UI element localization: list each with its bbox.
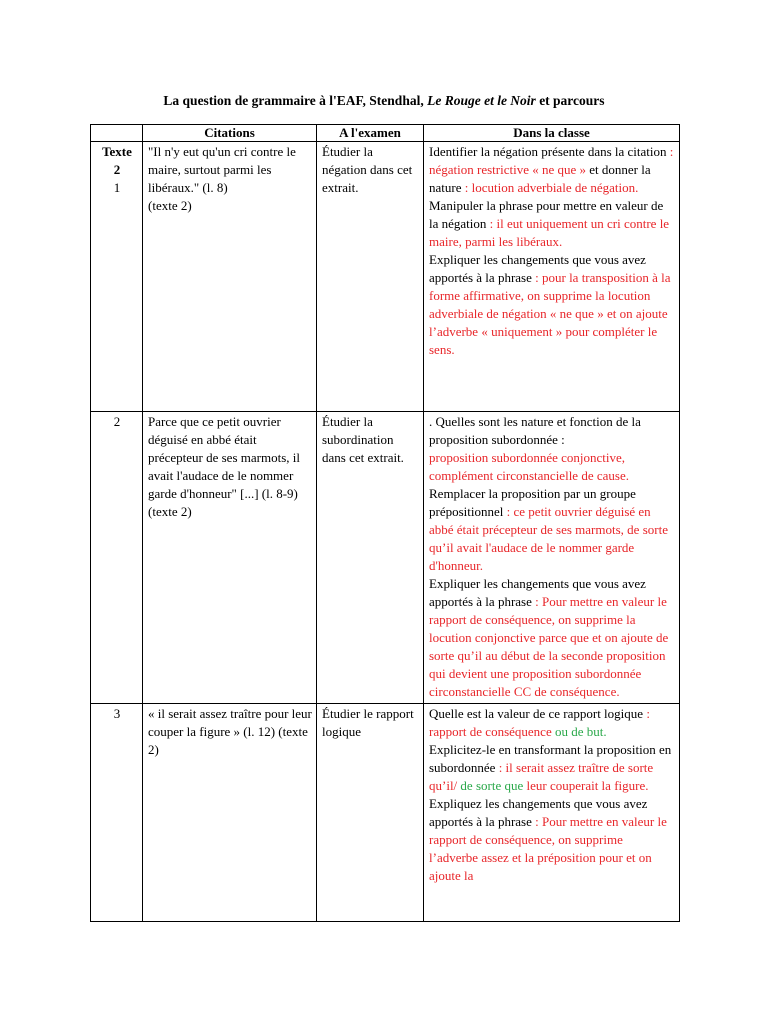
row-number: 2 [91, 412, 143, 704]
grammar-table [90, 124, 680, 922]
classe-text-segment: : Pour mettre en valeur le rapport de conséquence, on supprime la locution conjonctive parce que et on ajoute de sorte qu’il au début de la seconde proposition qui devient une proposition subordonnée circonstancielle CC de conséquence. [429, 594, 669, 699]
texte-label: Texte [102, 144, 132, 159]
table-row [91, 412, 680, 704]
classe-text-segment: : ce petit ouvrier déguisé en abbé était précepteur de ses marmots, de sorte qu’il avait l'audace de le nommer garde d'honneur. [429, 504, 668, 573]
table-row [91, 704, 680, 922]
classe-text-segment: . Quelles sont les nature et fonction de la proposition subordonnée : [429, 414, 641, 447]
header-exam: A l'examen [317, 125, 424, 142]
row-number [91, 142, 143, 412]
citation-cell: Parce que ce petit ouvrier déguisé en abbé était précepteur de ses marmots, il avait l'audace de le nommer garde d'honneur" [...] (l. 8-9) (texte 2) [143, 412, 317, 704]
classe-text-segment: : Pour mettre en valeur le rapport de conséquence, on supprime l’adverbe assez et la préposition pour et on ajoute la [429, 814, 667, 883]
classe-text-segment: ou de but. [551, 724, 607, 739]
classe-text-segment: et donner la nature [429, 162, 651, 195]
texte-number: 2 [113, 162, 121, 177]
exam-cell: Étudier le rapport logique [317, 704, 424, 922]
classe-text-segment: proposition subordonnée conjonctive, complément circonstancielle de cause. [429, 450, 629, 483]
row-number: 3 [91, 704, 143, 922]
classe-text-segment: : il serait assez traître de sorte qu’il/ [429, 760, 654, 793]
header-citations: Citations [143, 125, 317, 142]
row-index: 1 [113, 180, 121, 195]
classe-text-segment: : rapport de conséquence [429, 706, 650, 739]
classe-text-segment: : pour la transposition à la forme affirmative, on supprime la locution adverbiale de négation « ne que » et on ajoute l’adverbe « uniquement » pour compléter le sens. [429, 270, 671, 357]
classe-text-segment: : négation restrictive « ne que » [429, 144, 674, 177]
classe-text-segment: leur couperait la figure. [523, 778, 649, 793]
classe-text-segment: Expliquez les changements que vous avez apportés à la phrase [429, 796, 648, 829]
exam-cell: Étudier la subordination dans cet extrait. [317, 412, 424, 704]
classe-text-segment: Quelle est la valeur de ce rapport logique [429, 706, 644, 721]
classe-text-segment: : locution adverbiale de négation. [461, 180, 639, 195]
classe-cell [424, 704, 680, 922]
citation-cell: "Il n'y eut qu'un cri contre le maire, surtout parmi les libéraux." (l. 8) (texte 2) [143, 142, 317, 412]
citation-cell: « il serait assez traître pour leur couper la figure » (l. 12) (texte 2) [143, 704, 317, 922]
page-title: La question de grammaire à l'EAF, Stendhal, Le Rouge et le Noir et parcours [163, 93, 605, 108]
classe-text-segment: de sorte que [457, 778, 524, 793]
classe-text-segment: Expliquer les changements que vous avez apportés à la phrase [429, 576, 646, 609]
classe-text-segment: Explicitez-le en transformant la proposition en subordonnée [429, 742, 672, 775]
header-classe: Dans la classe [424, 125, 680, 142]
classe-text-segment: Expliquer les changements que vous avez apportés à la phrase [429, 252, 646, 285]
classe-text-segment: Manipuler la phrase pour mettre en valeur de la négation [429, 198, 664, 231]
header-row [91, 125, 680, 142]
table-row [91, 142, 680, 412]
classe-text-segment: : il eut uniquement un cri contre le maire, parmi les libéraux. [429, 216, 670, 249]
classe-text-segment: Identifier la négation présente dans la citation [429, 144, 667, 159]
exam-cell: Étudier la négation dans cet extrait. [317, 142, 424, 412]
book-title: Le Rouge et le Noir [427, 93, 536, 108]
classe-cell [424, 412, 680, 704]
classe-cell [424, 142, 680, 412]
classe-text-segment: Remplacer la proposition par un groupe prépositionnel [429, 486, 636, 519]
header-num [91, 125, 143, 142]
